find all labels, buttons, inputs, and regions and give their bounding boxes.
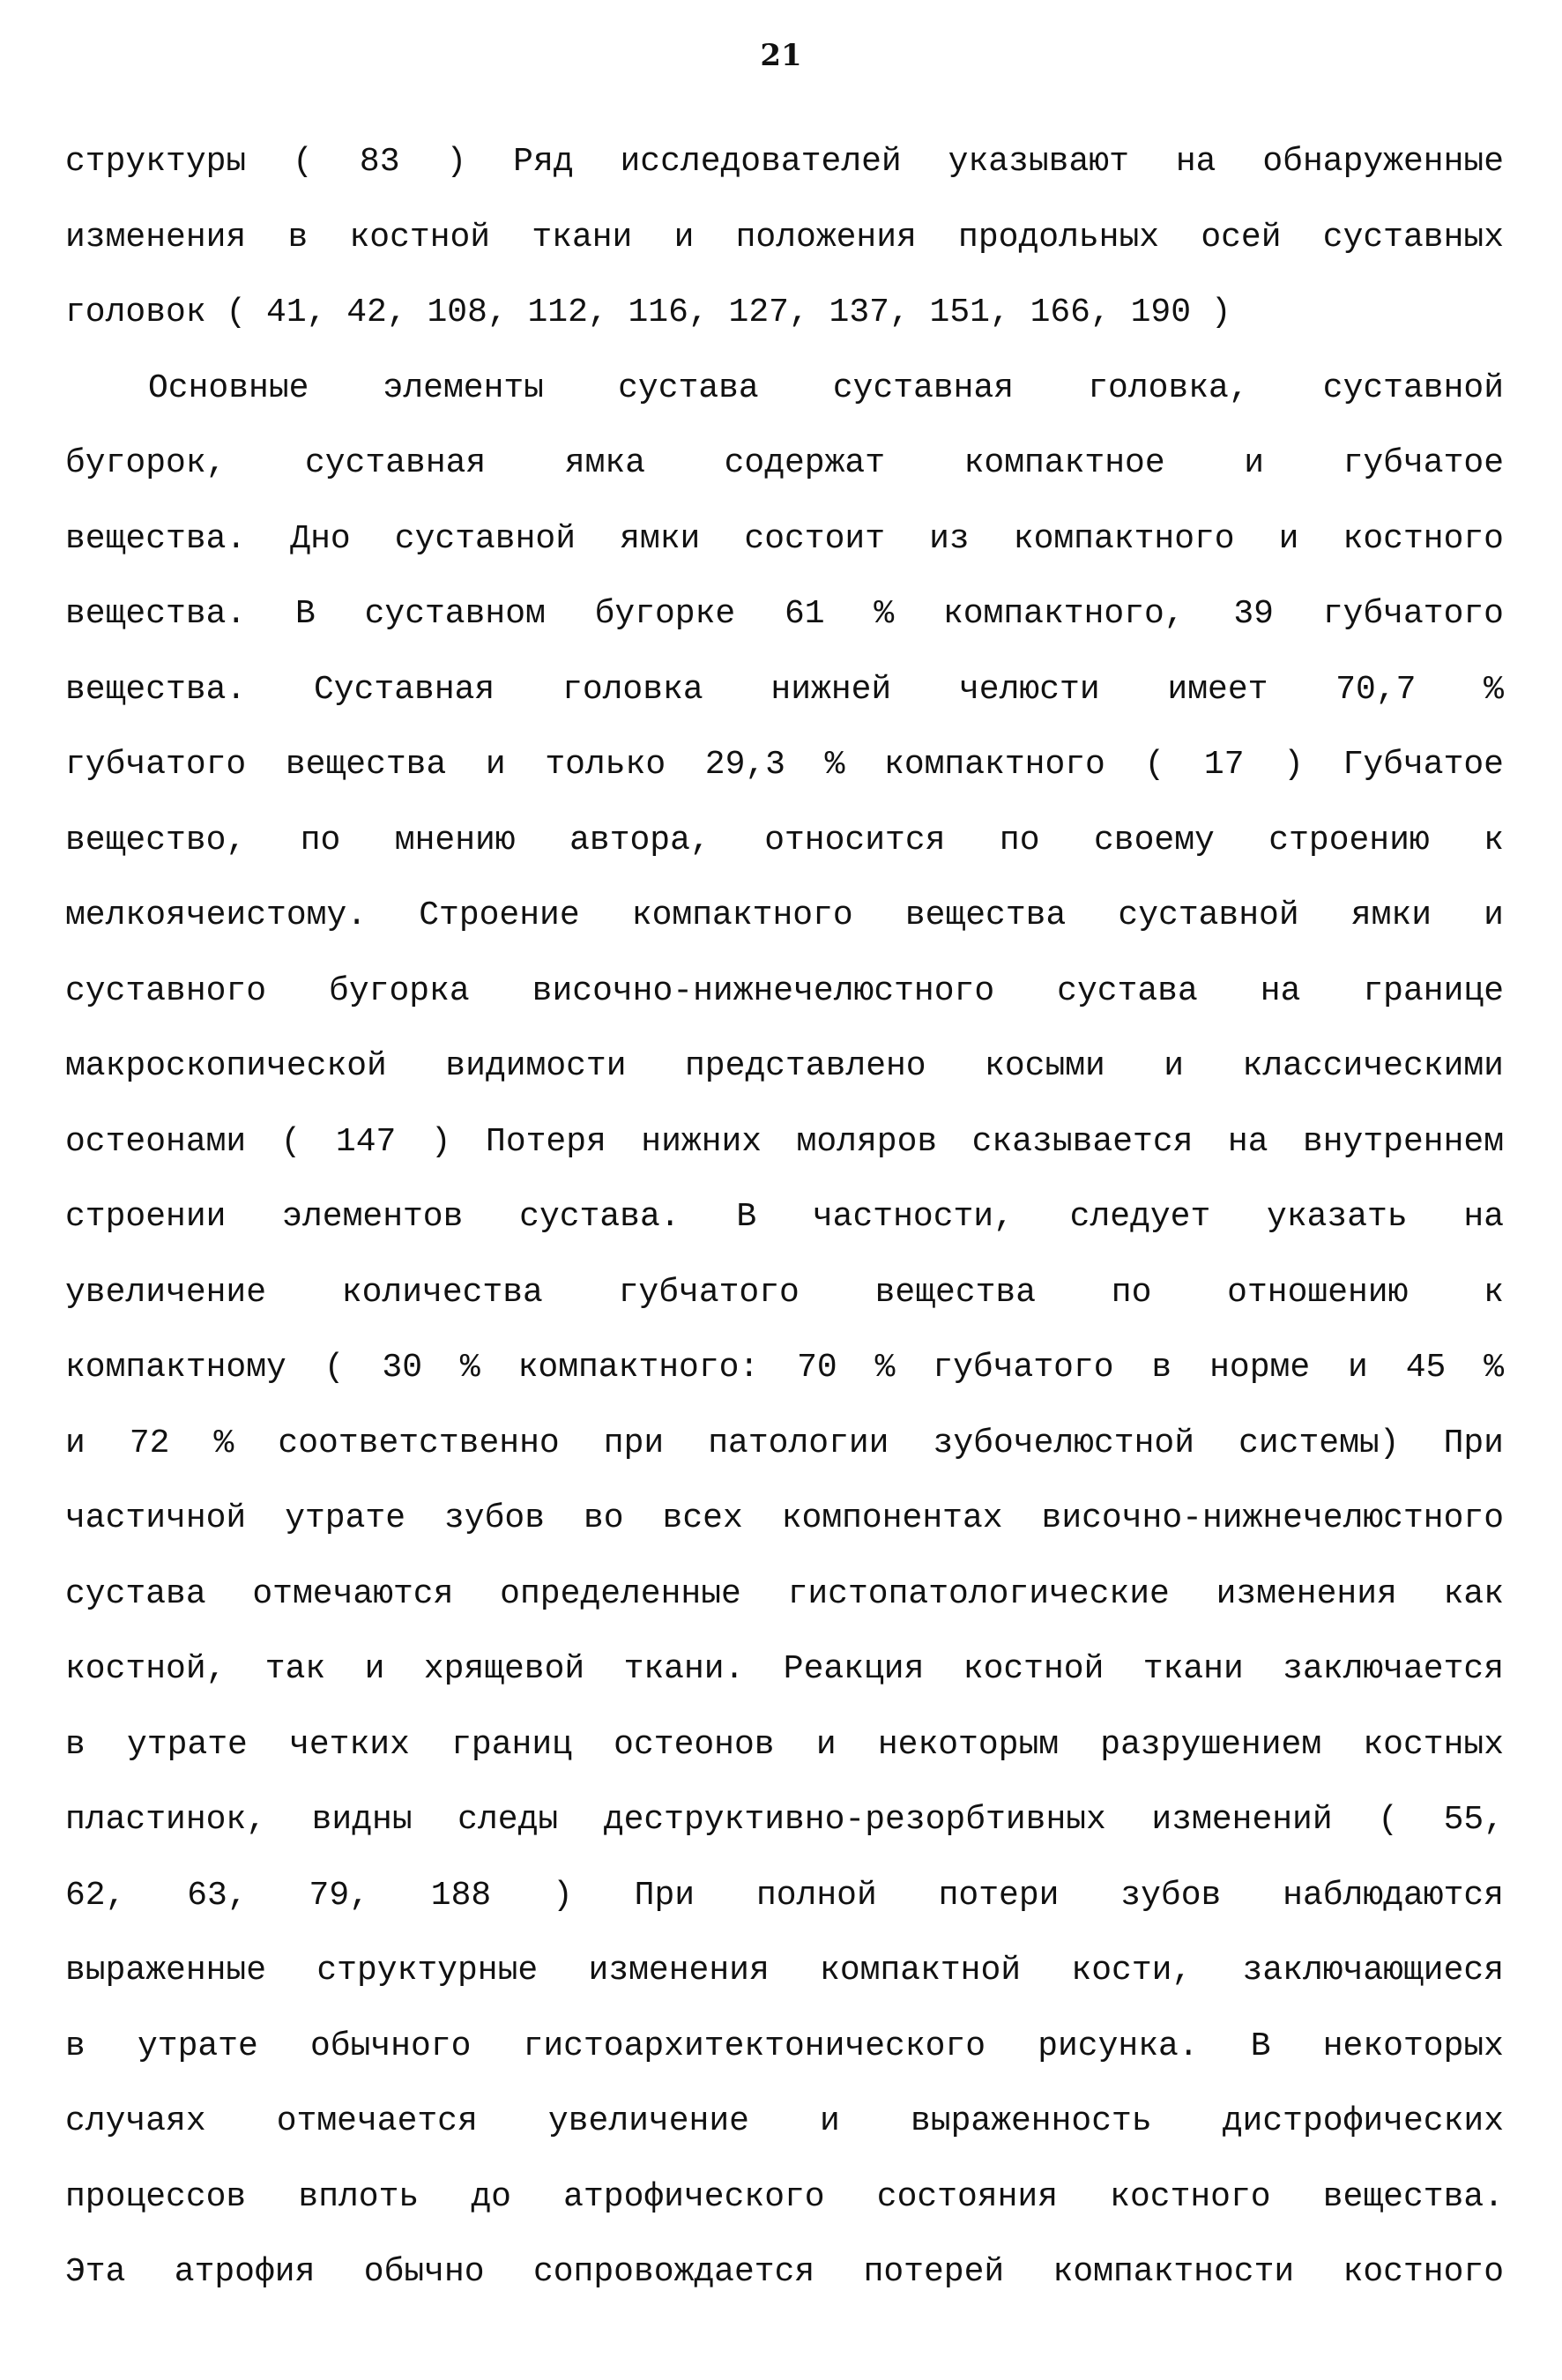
text-line: случаях отмечается увеличение и выраженность дистрофических [65,2102,1504,2140]
text-line: вещества. В суставном бугорке 61 % компактного, 39 губчатого [65,595,1504,633]
text-line: вещество, по мнению автора, относится по своему строению к [65,821,1504,859]
text-line: изменения в костной ткани и положения продольных осей суставных [65,218,1504,257]
text-line: вещества. Дно суставной ямки состоит из компактного и костного [65,519,1504,558]
text-line: мелкоячеистому. Строение компактного вещества суставной ямки и [65,896,1504,934]
text-line: выраженные структурные изменения компактной кости, заключающиеся [65,1952,1504,1990]
text-line: 62, 63, 79, 188 ) При полной потери зубов наблюдаются [65,1876,1504,1915]
text-line: строении элементов сустава. В частности, следует указать на [65,1198,1504,1236]
text-line: остеонами ( 147 ) Потеря нижних моляров сказывается на внутреннем [65,1122,1504,1161]
text-line: Основные элементы сустава суставная головка, суставной [148,368,1504,407]
text-line: суставного бугорка височно-нижнечелюстного сустава на границе [65,971,1504,1010]
text-line: костной, так и хрящевой ткани. Реакция костной ткани заключается [65,1650,1504,1688]
text-line: головок ( 41, 42, 108, 112, 116, 127, 137, 151, 166, 190 ) [65,294,1231,331]
text-line: и 72 % соответственно при патологии зубочелюстной системы) При [65,1424,1504,1462]
text-line: пластинок, видны следы деструктивно-резорбтивных изменений ( 55, [65,1801,1504,1839]
text-line: увеличение количества губчатого вещества по отношению к [65,1273,1504,1312]
text-line: макроскопической видимости представлено косыми и классическими [65,1047,1504,1085]
text-line: частичной утрате зубов во всех компонентах височно-нижнечелюстного [65,1499,1504,1537]
text-line: процессов вплоть до атрофического состояния костного вещества. [65,2177,1504,2216]
text-line: в утрате четких границ остеонов и некоторым разрушением костных [65,1725,1504,1764]
text-line: вещества. Суставная головка нижней челюсти имеет 70,7 % [65,670,1504,709]
page-number: 21 [760,38,802,73]
text-line: Эта атрофия обычно сопровождается потерей компактности костного [65,2253,1504,2291]
text-body [65,132,1504,2318]
text-line: бугорок, суставная ямка содержат компактное и губчатое [65,444,1504,482]
text-line: компактному ( 30 % компактного: 70 % губчатого в норме и 45 % [65,1349,1504,1387]
text-line: губчатого вещества и только 29,3 % компактного ( 17 ) Губчатое [65,746,1504,784]
text-line: в утрате обычного гистоархитектонического рисунка. В некоторых [65,2027,1504,2065]
text-line: структуры ( 83 ) Ряд исследователей указывают на обнаруженные [65,143,1504,181]
text-line: сустава отмечаются определенные гистопатологические изменения как [65,1574,1504,1613]
